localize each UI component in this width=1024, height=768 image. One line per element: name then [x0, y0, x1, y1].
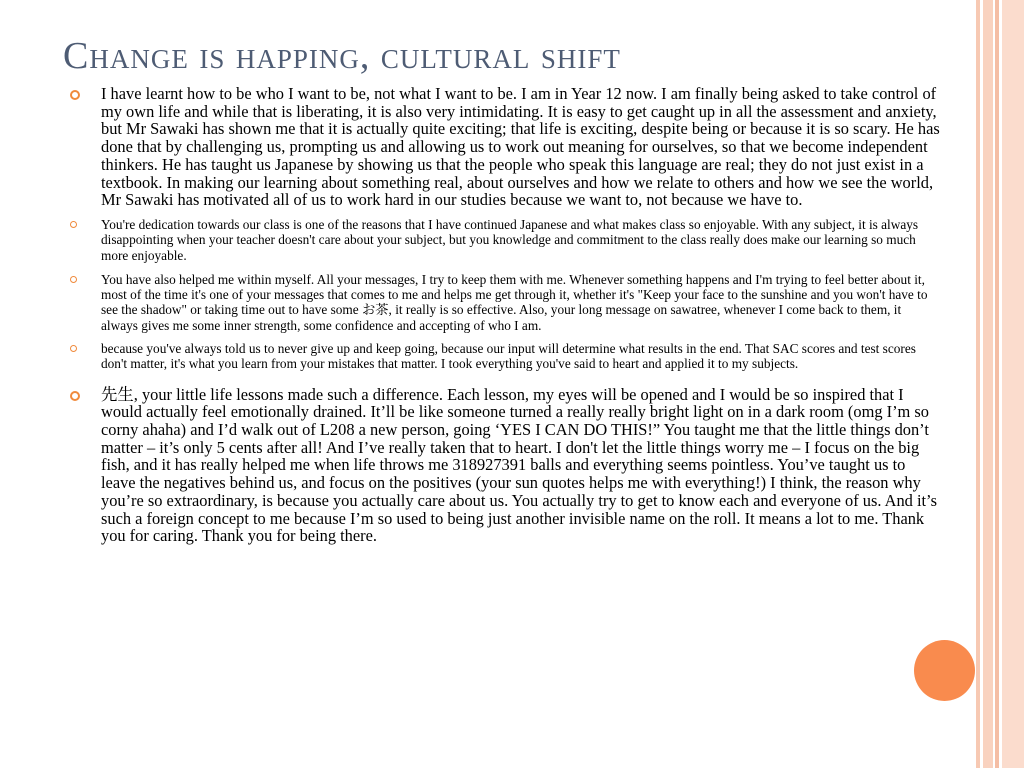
- bullet-item: [70, 85, 940, 209]
- bullet-text: 先生, your little life lessons made such a difference. Each lesson, my eyes will be opened and I would be so inspired that I would actually feel emotionally drained. It’ll be like someone turned a really really bright light on in a dark room (omg I’m so corny ahaha) and I’d walk out of L208 a new person, going ‘YES I CAN DO THIS!” You taught me that the little things don’t matter – it’s only 5 cents after all! And I’ve really taken that to heart. I don't let the little things worry me – I focus on the big fish, and it has really helped me when life throws me 318927391 balls and everything seems pointless. You’ve taught us to leave the negatives behind us, and focus on the positives (your sun quotes helps me with everything!) I think, the reason why you’re so extraordinary, is because you actually care about us. You actually try to get to know each and everyone of us. And it’s such a foreign concept to me because I’m so used to being just another invisible name on the roll. It means a lot to me. Thank you for caring. Thank you for being there.: [101, 384, 937, 546]
- bullet-text: because you've always told us to never give up and keep going, because our input will determine what results in the end. That SAC scores and test scores don't matter, it's what you learn from your mistakes that matter. I took everything you've said to heart and applied it to my subjects.: [101, 341, 916, 372]
- bullet-item: [70, 217, 940, 263]
- bullet-icon: [70, 276, 77, 283]
- decorative-orange-circle: [914, 640, 975, 701]
- bullet-text: I have learnt how to be who I want to be, not what I want to be. I am in Year 12 now. I am finally being asked to take control of my own life and while that is liberating, it is also very intimidating. It is easy to get caught up in all the assessment and anxiety, but Mr Sawaki has shown me that it is actually quite exciting; that life is exciting, despite being or because it is so scary. He has done that by challenging us, prompting us and allowing us to work out meaning for ourselves, so that we become independent thinkers. He has taught us Japanese by showing us that the people who speak this language are real; they do not just exist in a textbook. In making our learning about something real, about ourselves and how we relate to others and how we see the world, Mr Sawaki has motivated all of us to work hard in our studies because we want to, not because we have to.: [101, 84, 940, 210]
- decorative-stripe: [995, 0, 999, 768]
- bullet-icon: [70, 221, 77, 228]
- bullet-list: [70, 85, 940, 545]
- decorative-stripe: [983, 0, 993, 768]
- decorative-stripe: [1002, 0, 1024, 768]
- bullet-text: You have also helped me within myself. All your messages, I try to keep them with me. Whenever something happens and I'm trying to feel better about it, most of the time it's one of your messages that comes to me and helps me get through it, whether it's "Keep your face to the sunshine and you won't have to see the shadow" or taking time out to have some お茶, it really is so effective. Also, your long message on sawatree, whenever I come back to them, it always gives me some inner strength, some confidence and accepting of who I am.: [101, 271, 928, 333]
- bullet-item: [70, 386, 940, 545]
- bullet-icon: [70, 391, 80, 401]
- slide-title: Change is happing, cultural shift: [63, 35, 621, 77]
- bullet-text: You're dedication towards our class is one of the reasons that I have continued Japanese and what makes class so enjoyable. With any subject, it is always disappointing when your teacher doesn't care about your subject, but you knowledge and commitment to the class really does make our learning so much more enjoyable.: [101, 216, 919, 263]
- decorative-stripe: [976, 0, 980, 768]
- bullet-item: [70, 272, 940, 333]
- bullet-icon: [70, 90, 80, 100]
- bullet-item: [70, 341, 940, 372]
- bullet-icon: [70, 345, 77, 352]
